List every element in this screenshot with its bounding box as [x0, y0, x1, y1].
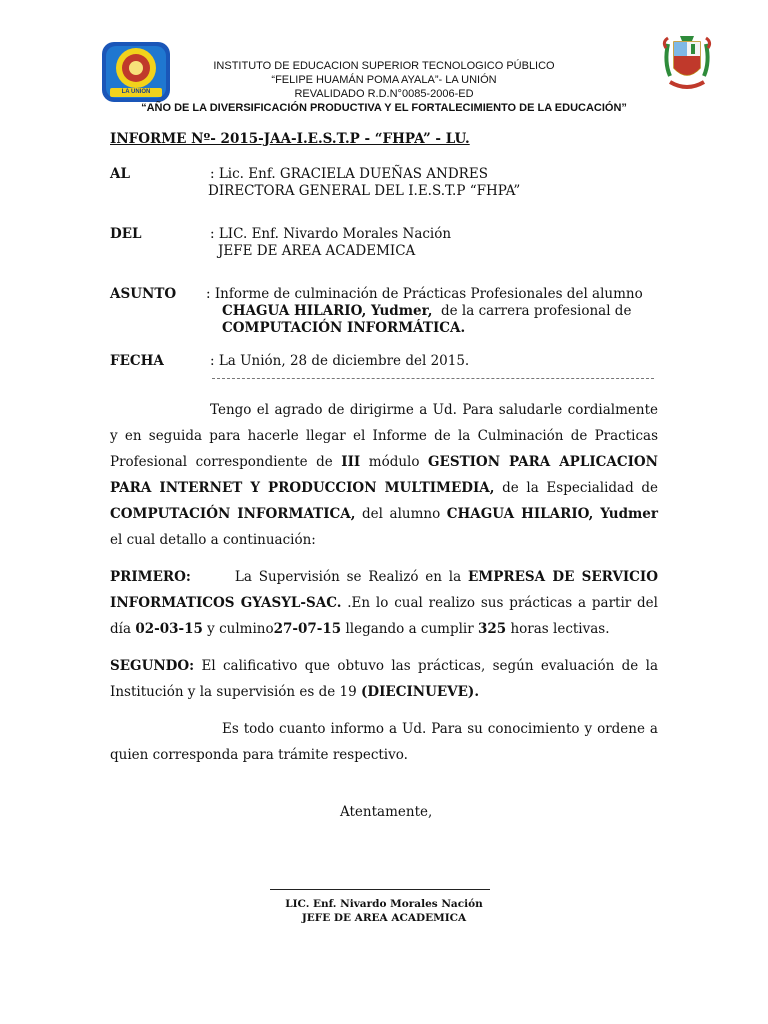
separator-dashed	[212, 378, 654, 379]
paragraph-primero	[110, 564, 658, 642]
primero-text-a: La Supervisión se Realizó en la	[234, 569, 468, 585]
institute-name: INSTITUTO DE EDUCACION SUPERIOR TECNOLOGICO PÚBLICO	[213, 60, 555, 72]
end-date: 27-07-15	[273, 621, 342, 637]
paragraph-closing	[110, 716, 658, 768]
al-recipient-title: DIRECTORA GENERAL DEL I.E.S.T.P “FHPA”	[208, 183, 521, 199]
student-name: CHAGUA HILARIO, Yudmer	[446, 506, 658, 522]
specialty: COMPUTACIÓN INFORMATICA,	[110, 506, 356, 522]
al-recipient: : Lic. Enf. GRACIELA DUEÑAS ANDRES	[210, 166, 488, 182]
fecha-value: : La Unión, 28 de diciembre del 2015.	[210, 353, 470, 369]
segundo-text: El calificativo que obtuvo las prácticas, según evaluación de la Institución y la supervisión es de 19	[110, 658, 658, 700]
signature-name: LIC. Enf. Nivardo Morales Nación	[285, 898, 483, 910]
report-number: INFORME Nº- 2015-JAA-I.E.S.T.P - “FHPA” - LU.	[110, 131, 470, 147]
logo-caption: LA UNION	[121, 89, 151, 95]
primero-text-d: llegando a cumplir	[341, 621, 478, 637]
fecha-label: FECHA	[110, 353, 164, 369]
asunto-line2-rest: de la carrera profesional de	[432, 303, 632, 319]
asunto-student-name: CHAGUA HILARIO, Yudmer,	[222, 303, 433, 319]
del-sender-title: JEFE DE AREA ACADEMICA	[218, 243, 416, 259]
primero-text-e: horas lectivas.	[506, 621, 610, 637]
institute-subname: “FELIPE HUAMÁN POMA AYALA”- LA UNIÓN	[271, 74, 497, 86]
asunto-line2	[222, 302, 631, 320]
revalidation-code: REVALIDADO R.D.N°0085-2006-ED	[294, 88, 474, 100]
signature-title: JEFE DE AREA ACADEMICA	[301, 912, 467, 924]
paragraph-intro	[110, 397, 658, 553]
signature-line	[270, 889, 490, 890]
closing-salutation: Atentamente,	[340, 804, 433, 820]
grade-value: (DIECINUEVE).	[361, 684, 480, 700]
company-name: EMPRESA DE SERVICIO INFORMATICOS GYASYL-SAC.	[110, 569, 658, 611]
del-sender: : LIC. Enf. Nivardo Morales Nación	[210, 226, 452, 242]
module-name: GESTION PARA APLICACION PARA INTERNET Y PRODUCCION MULTIMEDIA,	[110, 454, 659, 496]
hours-count: 325	[477, 621, 507, 637]
intro-text-b: módulo	[360, 454, 428, 470]
al-label: AL	[110, 166, 130, 182]
paragraph-segundo	[110, 653, 658, 705]
intro-text-e: el cual detallo a continuación:	[110, 532, 316, 548]
primero-text-c: y culmino	[202, 621, 274, 637]
del-label: DEL	[110, 226, 142, 242]
intro-text-a: Tengo el agrado de dirigirme a Ud. Para saludarle cordialmente y en seguida para hacerle llegar el Informe de la Culminación de Practicas Profesional correspondiente de	[110, 402, 658, 470]
asunto-career: COMPUTACIÓN INFORMÁTICA.	[222, 320, 466, 336]
asunto-label: ASUNTO	[110, 286, 177, 302]
intro-text-d: del alumno	[355, 506, 447, 522]
start-date: 02-03-15	[135, 621, 203, 637]
intro-text-c: de la Especialidad de	[494, 480, 658, 496]
closing-text: Es todo cuanto informo a Ud. Para su conocimiento y ordene a quien corresponda para trámite respectivo.	[110, 721, 658, 763]
asunto-line1: : Informe de culminación de Prácticas Profesionales del alumno	[206, 286, 643, 302]
module-number: III	[341, 454, 361, 470]
segundo-label: SEGUNDO:	[110, 658, 195, 674]
primero-label: PRIMERO:	[110, 569, 191, 585]
primero-text-b: .En lo cual realizo sus prácticas a partir del día	[110, 595, 658, 637]
year-motto: “AÑO DE LA DIVERSIFICACIÓN PRODUCTIVA Y EL FORTALECIMIENTO DE LA EDUCACIÓN”	[141, 102, 627, 114]
